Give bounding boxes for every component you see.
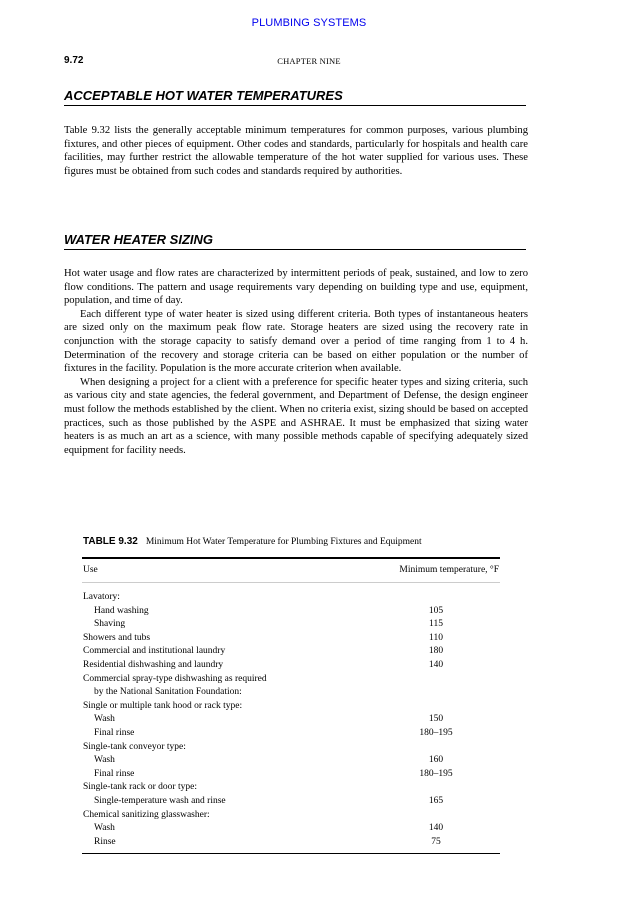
table-row	[83, 645, 499, 659]
row-temperature: 105	[428, 605, 444, 616]
row-temperature: 110	[429, 632, 443, 643]
row-use: Single-temperature wash and rinse	[94, 795, 226, 806]
row-use: Single or multiple tank hood or rack type:	[83, 700, 243, 711]
table-row	[83, 659, 499, 673]
row-use: Lavatory:	[83, 592, 120, 602]
row-temperature: 140	[428, 659, 444, 670]
table-row	[83, 618, 499, 632]
running-banner: PLUMBING SYSTEMS	[251, 17, 367, 29]
column-header-use: Use	[83, 565, 98, 575]
table-row	[83, 673, 499, 687]
row-temperature: 115	[429, 619, 443, 630]
section-heading-temperatures: ACCEPTABLE HOT WATER TEMPERATURES	[64, 88, 526, 106]
row-use: Final rinse	[94, 727, 135, 738]
table-row	[83, 700, 499, 714]
table-row	[83, 591, 499, 605]
chapter-title: CHAPTER NINE	[277, 56, 341, 66]
row-temperature: 180–195	[419, 727, 453, 738]
table-row	[83, 754, 499, 768]
table-row	[83, 768, 499, 782]
section-body-temperatures	[64, 124, 528, 178]
table-row	[83, 686, 499, 700]
row-use: Showers and tubs	[83, 632, 151, 643]
table-row	[83, 795, 499, 809]
table-row	[83, 727, 499, 741]
table-top-rule	[82, 557, 500, 559]
row-temperature: 180–195	[419, 768, 453, 779]
row-use: Shaving	[94, 619, 126, 630]
table-row	[83, 632, 499, 646]
row-use: Single-tank rack or door type:	[83, 782, 197, 793]
column-header-temperature: Minimum temperature, °F	[399, 565, 499, 575]
table-row	[83, 822, 499, 836]
row-use: by the National Sanitation Foundation:	[94, 687, 242, 698]
table-caption-text: Minimum Hot Water Temperature for Plumbing Fixtures and Equipment	[145, 537, 422, 547]
paragraph: Hot water usage and flow rates are characterized by intermittent periods of peak, sustained, and low to zero flow conditions. The pattern and usage requirements vary depending on building type and use, equipment, population, and time of day.	[64, 268, 528, 307]
paragraph: When designing a project for a client with a preference for specific heater types and sizing criteria, such as various city and state agencies, the federal government, and Department of Defense, the design engineer must follow the methods established by the client. When no criteria exist, sizing should be based on accepted practices, such as those published by the ASPE and ASHRAE. It must be emphasized that sizing water heaters is as much an art as a science, with many possible methods capable of specifying adequately sized equipment for facility needs.	[64, 376, 528, 456]
table-row	[83, 741, 499, 755]
row-temperature: 160	[428, 755, 444, 766]
table-body	[83, 591, 499, 849]
row-temperature: 165	[428, 795, 444, 806]
page-number: 9.72	[64, 55, 84, 66]
row-use: Commercial spray-type dishwashing as required	[83, 673, 267, 684]
paragraph: Each different type of water heater is sized using different criteria. Both types of instantaneous heaters are sized only on the maximum peak flow rate. Storage heaters are sized using the recovery rate in conjunction with the storage capacity to satisfy demand over a period of time ranging from 1 to 4 h. Determination of the recovery and storage criteria can be based on either population or the number of fixtures in the facility. Population is the more accurate criterion when available.	[64, 308, 528, 375]
table-row	[83, 836, 499, 850]
row-use: Single-tank conveyor type:	[83, 741, 186, 752]
table-header-rule	[82, 582, 500, 583]
paragraph: Table 9.32 lists the generally acceptable minimum temperatures for common purposes, various plumbing fixtures, and other pieces of equipment. Other codes and standards, particularly for hospitals and health care facilities, may further restrict the allowable temperature of the hot water supplied for various uses. These figures must be obtained from such codes and standards required by authorities.	[64, 125, 528, 177]
row-use: Wash	[94, 755, 115, 766]
row-use: Wash	[94, 823, 115, 834]
row-temperature: 140	[428, 823, 444, 834]
table-row	[83, 809, 499, 823]
table-row	[83, 605, 499, 619]
row-temperature: 180	[428, 646, 444, 657]
row-use: Final rinse	[94, 768, 135, 779]
table-row	[83, 781, 499, 795]
row-use: Wash	[94, 714, 115, 725]
row-use: Hand washing	[94, 605, 149, 616]
table-row	[83, 713, 499, 727]
section-heading-sizing: WATER HEATER SIZING	[64, 232, 526, 250]
section-body-sizing	[64, 267, 528, 457]
table-caption	[83, 536, 422, 547]
row-use: Commercial and institutional laundry	[83, 646, 226, 657]
row-use: Residential dishwashing and laundry	[83, 659, 224, 670]
table-bottom-rule	[82, 853, 500, 854]
row-use: Chemical sanitizing glasswasher:	[83, 809, 210, 820]
row-use: Rinse	[94, 836, 116, 847]
row-temperature: 150	[428, 714, 444, 725]
row-temperature: 75	[431, 836, 441, 847]
table-label: TABLE 9.32	[83, 536, 138, 547]
